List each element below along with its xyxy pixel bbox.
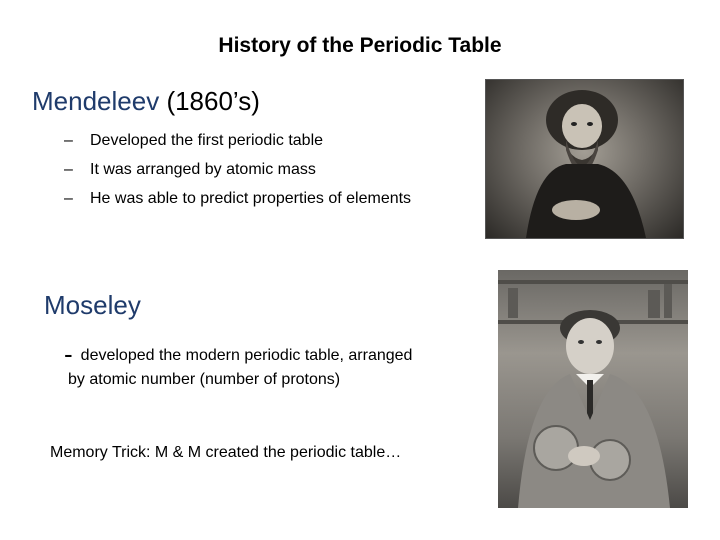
moseley-portrait — [498, 270, 688, 508]
bullet-dash: – — [64, 161, 73, 178]
mendeleev-portrait-illustration — [486, 80, 683, 238]
mendeleev-portrait — [485, 79, 684, 239]
moseley-heading: Moseley — [44, 290, 141, 320]
mendeleev-bullet-list — [64, 126, 411, 213]
list-item — [64, 126, 411, 155]
bullet-dash: – — [64, 132, 73, 149]
moseley-text-line-2: by atomic number (number of protons) — [68, 371, 341, 388]
bullet-text: It was arranged by atomic mass — [90, 161, 316, 178]
mendeleev-years: (1860’s) — [166, 86, 260, 116]
mendeleev-name: Mendeleev — [32, 86, 160, 116]
slide-title: History of the Periodic Table — [218, 34, 502, 57]
memory-trick: Memory Trick: M & M created the periodic table… — [50, 444, 402, 461]
mendeleev-heading — [32, 86, 260, 117]
moseley-description-1: developed the modern periodic table, arranged — [80, 347, 413, 364]
list-item — [64, 155, 411, 184]
moseley-dash: - — [64, 339, 73, 369]
moseley-text-line-1 — [64, 339, 412, 370]
list-item — [64, 184, 411, 213]
bullet-text: He was able to predict properties of elements — [90, 190, 412, 207]
bullet-dash: – — [64, 190, 73, 207]
moseley-portrait-illustration — [498, 270, 688, 508]
bullet-text: Developed the first periodic table — [90, 132, 324, 149]
